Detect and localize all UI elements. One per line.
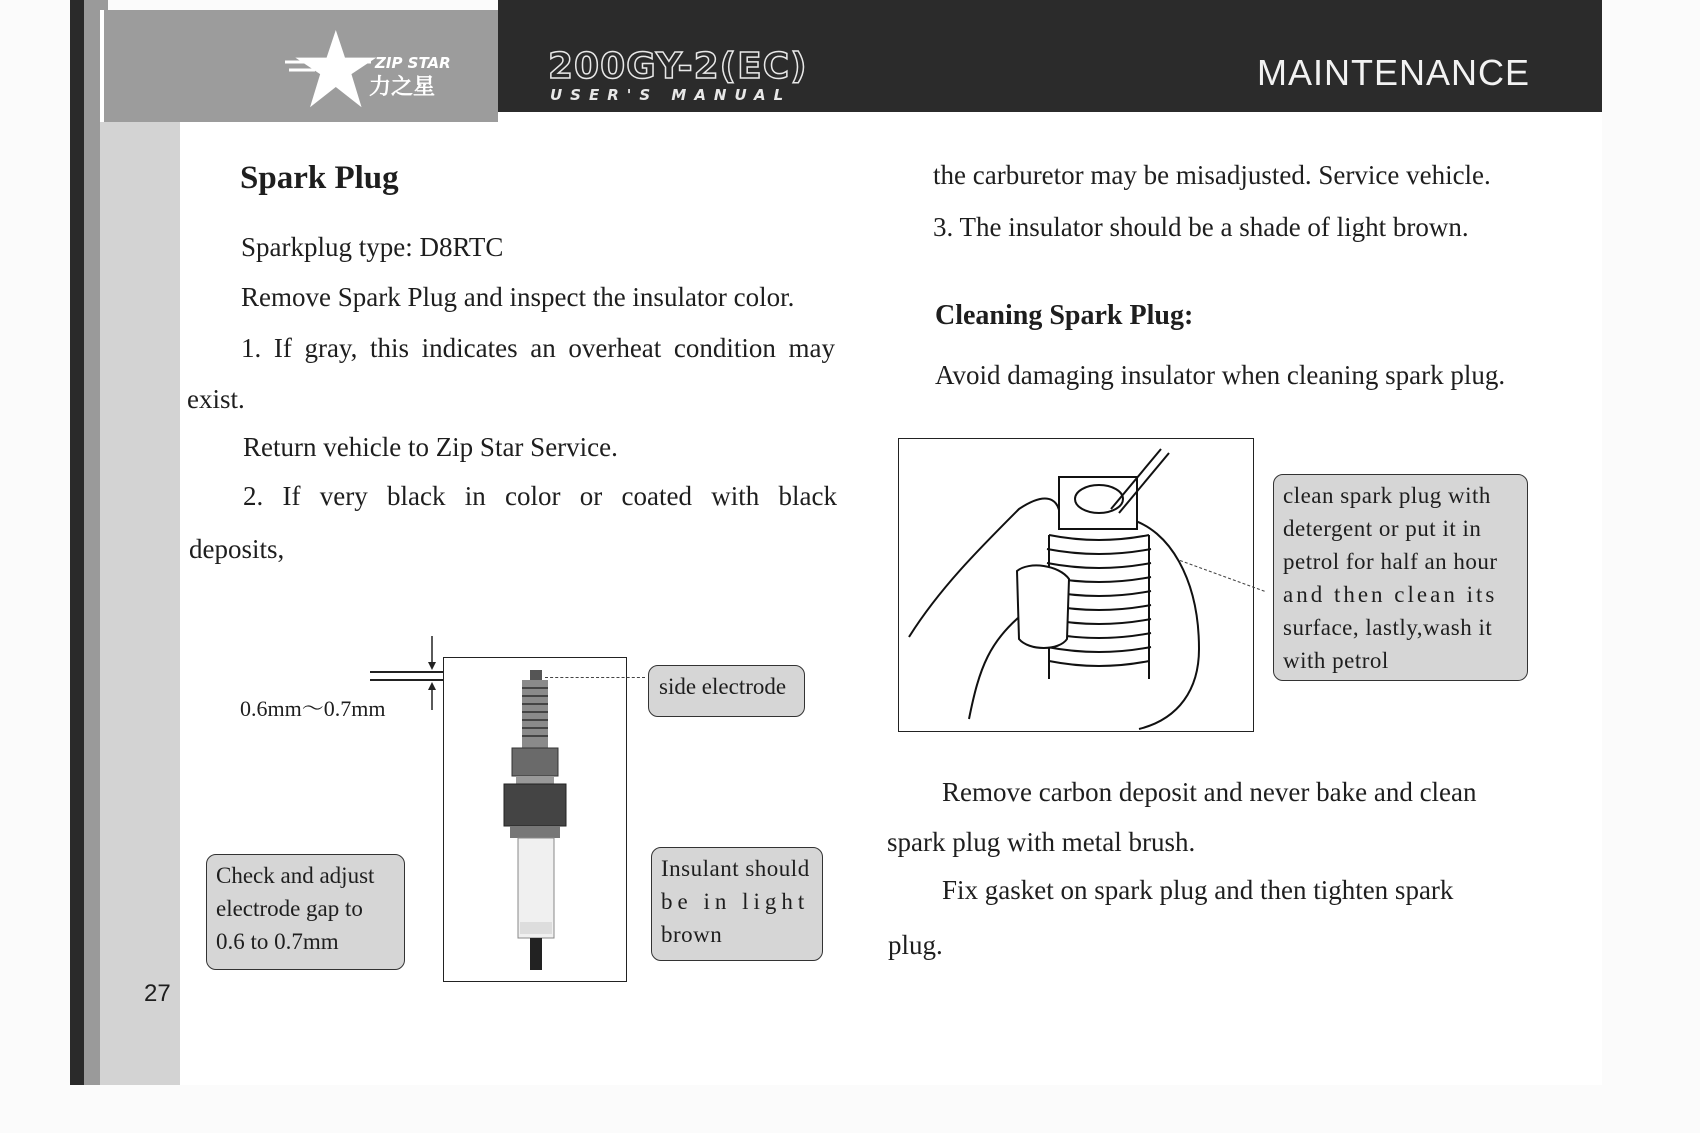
deposits-line: deposits, bbox=[189, 534, 285, 564]
spark-plug-figure bbox=[443, 657, 627, 982]
black-deposit-line: 2. If very black in color or coated with black bbox=[243, 481, 837, 511]
side-electrode-callout bbox=[648, 665, 805, 717]
return-service-line: Return vehicle to Zip Star Service. bbox=[243, 432, 618, 462]
callout-line: with petrol bbox=[1283, 648, 1389, 673]
svg-text:力之星: 力之星 bbox=[369, 75, 436, 100]
callout-line: Insulant should bbox=[661, 856, 810, 881]
fix-gasket-line: Fix gasket on spark plug and then tighten spark bbox=[942, 875, 1454, 905]
metal-brush-line: spark plug with metal brush. bbox=[887, 827, 1196, 857]
callout-line: 0.6 to 0.7mm bbox=[216, 929, 339, 954]
cleaning-figure bbox=[898, 438, 1254, 732]
spark-plug-illustration bbox=[444, 658, 626, 981]
exist-line: exist. bbox=[187, 384, 245, 414]
zip-star-logo bbox=[285, 28, 465, 116]
model-name: 200GY-2(EC) bbox=[548, 46, 808, 87]
callout-line: detergent or put it in bbox=[1283, 516, 1482, 541]
side-electrode-label: side electrode bbox=[659, 674, 787, 699]
callout-line: clean spark plug with bbox=[1283, 483, 1491, 508]
section-title: MAINTENANCE bbox=[1256, 52, 1530, 93]
remove-carbon-line: Remove carbon deposit and never bake and clean bbox=[942, 777, 1477, 807]
callout-line: petrol for half an hour bbox=[1283, 549, 1498, 574]
gap-dimension-label: 0.6mm～0.7mm bbox=[240, 696, 386, 721]
light-brown-line: 3. The insulator should be a shade of light brown. bbox=[933, 212, 1469, 242]
callout-line: and then clean its bbox=[1283, 582, 1498, 607]
callout-line: Check and adjust bbox=[216, 863, 375, 888]
insulant-callout bbox=[651, 847, 823, 961]
left-margin-band bbox=[100, 122, 180, 1085]
check-gap-callout bbox=[206, 854, 405, 970]
cleaning-illustration bbox=[899, 439, 1253, 731]
manual-label: USER'S MANUAL bbox=[550, 86, 792, 104]
callout-line: surface, lastly,wash it bbox=[1283, 615, 1493, 640]
callout-line: be in light bbox=[661, 889, 810, 914]
spark-plug-title: Spark Plug bbox=[240, 160, 399, 196]
plug-line: plug. bbox=[888, 930, 943, 960]
side-electrode-leader bbox=[545, 677, 645, 678]
carburetor-line: the carburetor may be misadjusted. Service vehicle. bbox=[933, 160, 1491, 190]
callout-line: electrode gap to bbox=[216, 896, 363, 921]
avoid-damage-line: Avoid damaging insulator when cleaning spark plug. bbox=[935, 360, 1506, 390]
clean-instructions-callout bbox=[1273, 474, 1528, 681]
gray-condition-line: 1. If gray, this indicates an overheat condition may bbox=[241, 333, 835, 363]
callout-line: brown bbox=[661, 922, 723, 947]
remove-inspect-line: Remove Spark Plug and inspect the insulator color. bbox=[241, 282, 795, 312]
cleaning-title: Cleaning Spark Plug: bbox=[935, 300, 1194, 331]
sparkplug-type-line: Sparkplug type: D8RTC bbox=[241, 232, 504, 262]
svg-text:ZIP STAR: ZIP STAR bbox=[375, 54, 451, 72]
page-number: 27 bbox=[144, 980, 171, 1007]
